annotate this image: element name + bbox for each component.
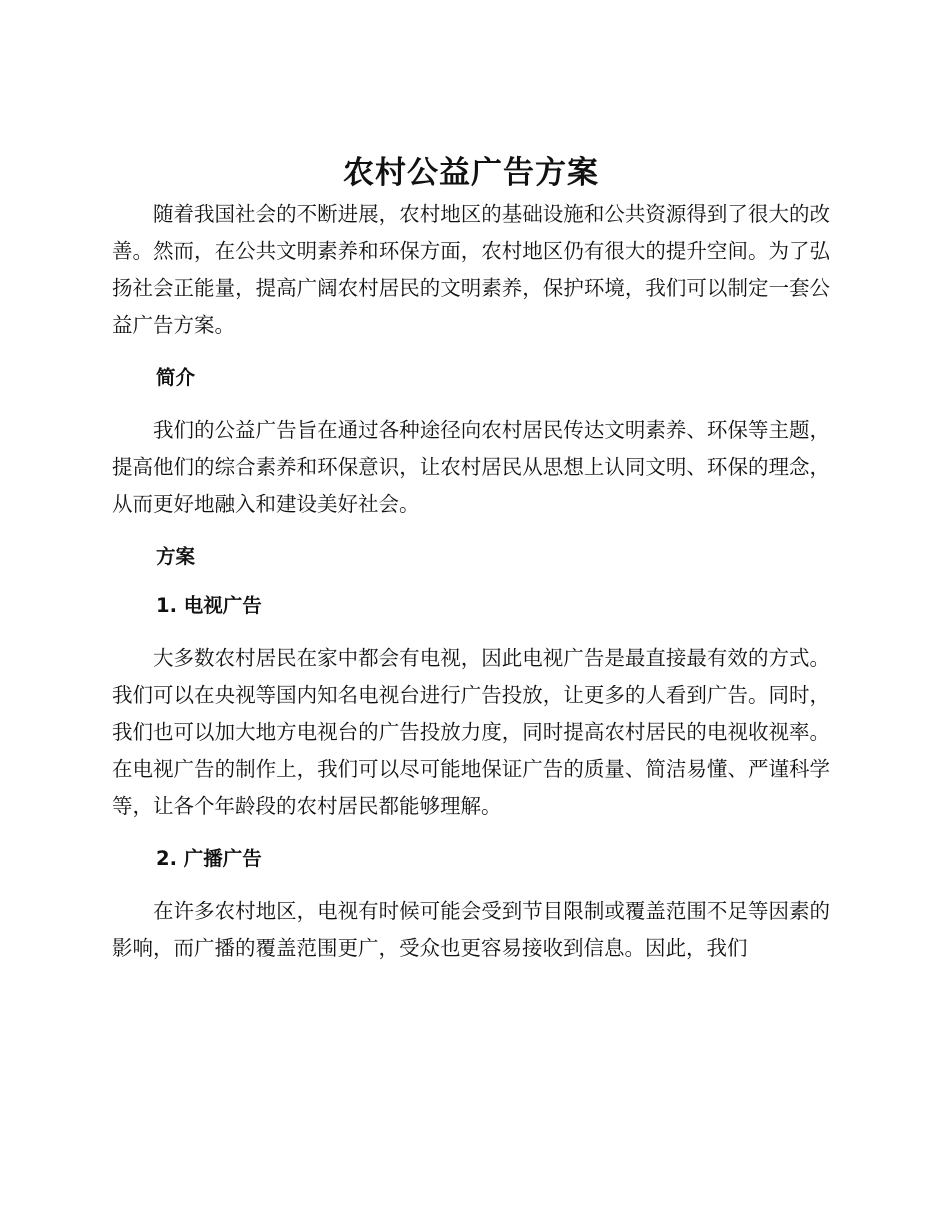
spacer [112, 874, 830, 893]
summary-heading: 简介 [156, 366, 196, 389]
tv-ad-heading: 1. 电视广告 [156, 594, 262, 617]
summary-paragraph: 我们的公益广告旨在通过各种途径向农村居民传达文明素养、环保等主题，提高他们的综合素养和环保意识，让农村居民从思想上认同文明、环保的理念，从而更好地融入和建设美好社会。 [112, 418, 830, 516]
spacer [112, 523, 830, 542]
spacer [112, 572, 830, 591]
spacer [112, 825, 830, 844]
radio-ad-heading: 2. 广播广告 [156, 847, 262, 870]
intro-paragraph: 随着我国社会的不断进展，农村地区的基础设施和公共资源得到了很大的改善。然而，在公共文明素养和环保方面，农村地区仍有很大的提升空间。为了弘扬社会正能量，提高广阔农村居民的文明素养，保护环境，我们可以制定一套公益广告方案。 [112, 202, 830, 337]
plan-heading: 方案 [156, 545, 196, 568]
tv-ad-paragraph: 大多数农村居民在家中都会有电视，因此电视广告是最直接最有效的方式。我们可以在央视等国内知名电视台进行广告投放，让更多的人看到广告。同时，我们也可以加大地方电视台的广告投放力度，同时提高农村居民的电视收视率。在电视广告的制作上，我们可以尽可能地保证广告的质量、简洁易懂、严谨科学等，让各个年龄段的农村居民都能够理解。 [112, 646, 830, 818]
document-title: 农村公益广告方案 [343, 155, 599, 191]
document-body [112, 150, 830, 967]
spacer [112, 393, 830, 412]
spacer [112, 621, 830, 640]
radio-ad-paragraph: 在许多农村地区，电视有时候可能会受到节目限制或覆盖范围不足等因素的影响，而广播的覆盖范围更广，受众也更容易接收到信息。因此，我们 [112, 899, 830, 960]
spacer [112, 344, 830, 363]
